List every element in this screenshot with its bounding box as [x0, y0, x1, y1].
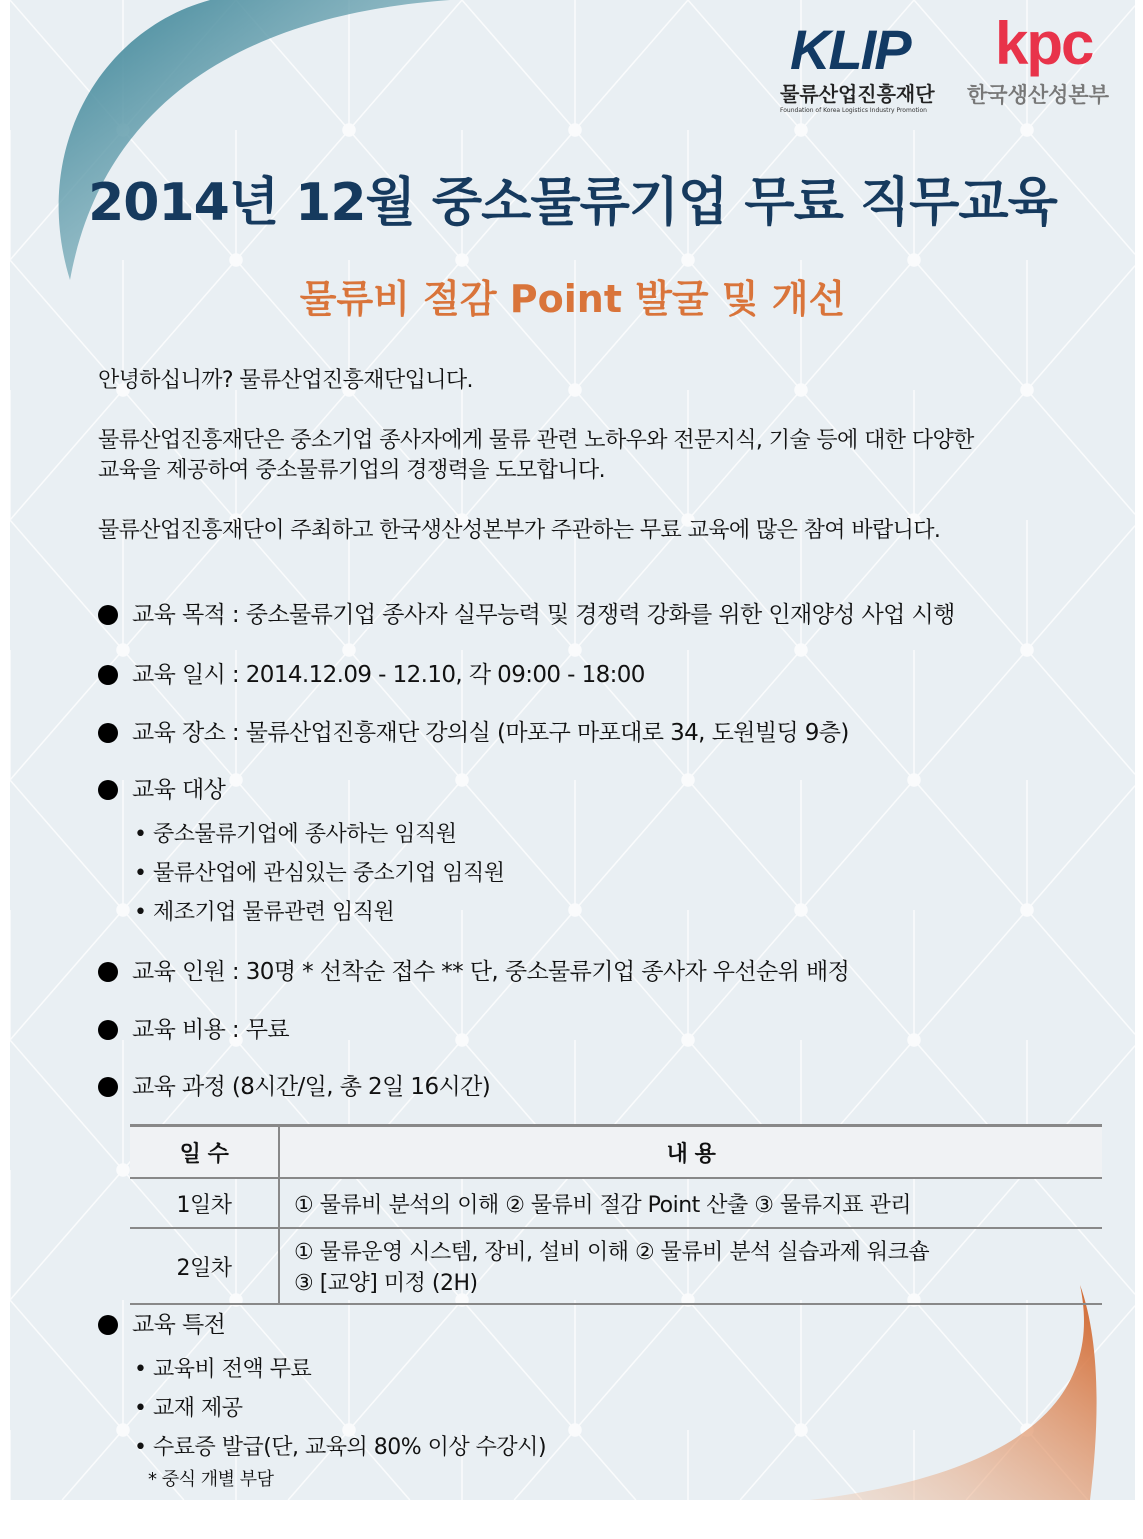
net-line: [575, 1430, 636, 1500]
bullet-course: [98, 1072, 490, 1102]
net-line: [688, 650, 801, 780]
orange-swoosh: [810, 1285, 1097, 1500]
net-line: [801, 650, 914, 780]
bullet-text: 교육 과정 (8시간/일, 총 2일 16시간): [132, 1074, 491, 1100]
net-node: [117, 1164, 129, 1176]
bullet-target: [98, 775, 225, 805]
net-line: [1027, 910, 1135, 1034]
net-node: [908, 774, 920, 786]
intro-invite: 물류산업진흥재단이 주최하고 한국생산성본부가 주관하는 무료 교육에 많은 참여 바랍니다.: [98, 518, 941, 543]
table-row: [130, 1228, 1102, 1304]
benefit-note: * 중식 개별 부담: [148, 1469, 274, 1490]
net-line: [801, 1430, 862, 1500]
net-node: [682, 774, 694, 786]
bullet-icon: [98, 1077, 118, 1097]
net-node: [795, 124, 807, 136]
net-line: [462, 780, 575, 910]
net-node: [682, 1034, 694, 1046]
bullet-text: 교육 일시 : 2014.12.09 - 12.10, 각 09:00 - 18:00: [132, 662, 645, 688]
header-day: 일 수: [130, 1126, 279, 1179]
net-line: [801, 780, 914, 910]
page-title: 2014년 12월 중소물류기업 무료 직무교육: [88, 173, 1057, 233]
benefit-item: • 교재 제공: [134, 1396, 243, 1421]
bullet-text: 교육 대상: [132, 777, 226, 803]
intro-line: 물류산업진흥재단은 중소기업 종사자에게 물류 관련 노하우와 전문지식, 기술 등에 대한 다양한: [98, 428, 974, 453]
net-node: [795, 904, 807, 916]
header-content: 내 용: [279, 1126, 1102, 1179]
row-content: ① 물류비 분석의 이해 ② 물류비 절감 Point 산출 ③ 물류지표 관리: [279, 1178, 1102, 1228]
net-line: [10, 1040, 123, 1170]
bullet-icon: [98, 665, 118, 685]
net-node: [569, 904, 581, 916]
target-item: • 제조기업 물류관련 임직원: [134, 900, 395, 925]
net-node: [569, 644, 581, 656]
row-day: 2일차: [130, 1228, 279, 1304]
bullet-people: [98, 957, 849, 987]
page-subtitle: 물류비 절감 Point 발굴 및 개선: [299, 277, 846, 321]
bullet-icon: [98, 723, 118, 743]
net-line: [575, 0, 688, 130]
net-node: [795, 384, 807, 396]
klip-logo: KLIP: [790, 18, 910, 81]
net-line: [914, 910, 1027, 1040]
net-node: [1021, 644, 1033, 656]
net-node: [908, 1034, 920, 1046]
row-content: [279, 1228, 1102, 1304]
net-line: [1027, 390, 1135, 514]
net-line: [10, 1170, 123, 1300]
net-line: [462, 1300, 575, 1430]
net-node: [569, 1424, 581, 1436]
net-node: [795, 1424, 807, 1436]
kpc-name: 한국생산성본부: [967, 83, 1110, 107]
net-node: [230, 774, 242, 786]
net-node: [1021, 124, 1033, 136]
bullet-text: 교육 비용 : 무료: [132, 1017, 289, 1043]
net-line: [349, 0, 462, 130]
net-node: [456, 774, 468, 786]
net-node: [117, 644, 129, 656]
net-line: [575, 780, 688, 910]
net-line: [740, 1430, 801, 1500]
net-node: [1021, 904, 1033, 916]
intro-greeting: 안녕하십니까? 물류산업진흥재단입니다.: [98, 368, 473, 393]
table-row: [130, 1178, 1102, 1228]
net-node: [569, 384, 581, 396]
net-node: [1021, 384, 1033, 396]
bullet-cost: [98, 1015, 289, 1045]
poster: [10, 0, 1135, 1500]
bullet-text: 교육 특전: [132, 1312, 226, 1338]
bullet-place: [98, 718, 849, 748]
row-line: ③ [교양] 미정 (2H): [294, 1271, 478, 1296]
bullet-icon: [98, 1315, 118, 1335]
bullet-text: 교육 목적 : 중소물류기업 종사자 실무능력 및 경쟁력 강화를 위한 인재양성 사업 시행: [132, 602, 955, 628]
course-table: [130, 1124, 1102, 1305]
bullet-icon: [98, 962, 118, 982]
net-line: [688, 780, 801, 910]
klip-english: Foundation of Korea Logistics Industry Promotion: [780, 107, 927, 114]
net-line: [462, 0, 575, 130]
bullet-icon: [98, 780, 118, 800]
net-node: [343, 644, 355, 656]
net-node: [117, 1424, 129, 1436]
net-line: [1027, 650, 1135, 774]
net-node: [343, 124, 355, 136]
net-node: [456, 1034, 468, 1046]
net-line: [575, 1300, 688, 1430]
row-day: 1일차: [130, 1178, 279, 1228]
net-node: [682, 254, 694, 266]
net-line: [914, 650, 1027, 780]
klip-name: 물류산업진흥재단: [780, 82, 935, 106]
net-line: [688, 1300, 801, 1430]
benefit-item: • 교육비 전액 무료: [134, 1357, 312, 1382]
benefit-item: • 수료증 발급(단, 교육의 80% 이상 수강시): [134, 1435, 547, 1460]
net-node: [795, 644, 807, 656]
net-node: [117, 904, 129, 916]
bullet-icon: [98, 605, 118, 625]
bullet-icon: [98, 1020, 118, 1040]
intro-line: 교육을 제공하여 중소물류기업의 경쟁력을 도모합니다.: [98, 458, 605, 483]
bullet-benefits: [98, 1310, 225, 1340]
row-line: ① 물류운영 시스템, 장비, 설비 이해 ② 물류비 분석 실습과제 워크숍: [294, 1240, 930, 1265]
bullet-date: [98, 660, 645, 690]
target-item: • 물류산업에 관심있는 중소기업 임직원: [134, 861, 505, 886]
net-node: [908, 254, 920, 266]
net-line: [914, 780, 1027, 910]
net-node: [456, 254, 468, 266]
net-line: [801, 1300, 914, 1430]
bullet-purpose: [98, 600, 955, 630]
net-line: [62, 1430, 123, 1500]
net-node: [230, 254, 242, 266]
net-node: [569, 124, 581, 136]
bullet-text: 교육 장소 : 물류산업진흥재단 강의실 (마포구 마포대로 34, 도원빌딩 9층): [132, 720, 849, 746]
kpc-logo: kpc: [995, 10, 1093, 77]
bullet-text: 교육 인원 : 30명 * 선착순 접수 ** 단, 중소물류기업 종사자 우선순위 배정: [132, 959, 850, 985]
net-line: [914, 1300, 1027, 1430]
net-line: [1027, 786, 1135, 910]
table-header: [130, 1126, 1102, 1179]
net-line: [1027, 526, 1135, 650]
target-item: • 중소물류기업에 종사하는 임직원: [134, 822, 457, 847]
net-line: [349, 1300, 462, 1430]
